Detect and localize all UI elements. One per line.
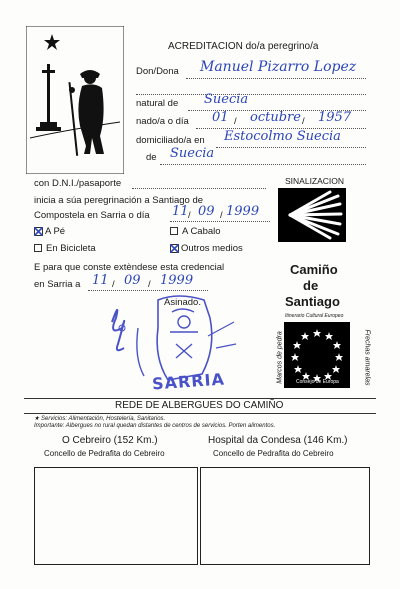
option-horse[interactable] (170, 226, 221, 237)
don-dona-line (186, 78, 366, 79)
dni-label: con D.N.I./pasaporte (34, 178, 122, 189)
start-date-line (170, 221, 270, 222)
birth-label: nado/a o día (136, 116, 189, 127)
date-sep: / (302, 116, 305, 127)
body-line-1: inicia a súa peregrinación a Santiago de (34, 195, 204, 206)
marcos-text: Marcos de pedra (276, 331, 284, 384)
domicile-value: Estocolmo Suecia (224, 129, 341, 144)
option-horse-label: A Cabalo (182, 226, 221, 237)
body-line-3: E para que conste extèndese esta credencial (34, 262, 225, 273)
services-text: ★ Servicios: Alimentación, Hostelería, Sanitarios. (34, 416, 166, 422)
signage-title: SINALIZACION (285, 176, 345, 186)
checkbox-icon (170, 227, 178, 235)
stamp-text: SARRIA (151, 369, 226, 394)
body-line-2: Compostela en Sarria o día (34, 210, 150, 221)
blank-line (136, 94, 366, 95)
consejo-text: Consejo de Europa (296, 379, 339, 385)
don-dona-value: Manuel Pizarro Lopez (200, 59, 357, 75)
option-bike[interactable] (34, 243, 96, 254)
camino-line-2: de (303, 278, 319, 293)
domicile-label: domiciliado/a en (136, 135, 205, 146)
checked-box-icon (34, 227, 42, 235)
birth-day: 01 (212, 110, 229, 125)
date-sep: / (220, 210, 223, 221)
birth-year: 1957 (318, 110, 352, 125)
ministerio-text: Itinerario Cultural Europeo (285, 313, 344, 319)
date-sep: / (148, 279, 151, 290)
option-bike-label: En Bicicleta (46, 243, 96, 254)
date-sep: / (188, 210, 191, 221)
important-text: Importante: Albergues no rural quedan distantes de centros de servicios. Porten alimentos. (34, 423, 276, 429)
natural-label: natural de (136, 98, 179, 109)
footer-title: REDE DE ALBERGUES DO CAMIÑO (115, 400, 284, 411)
de-label: de (146, 152, 157, 163)
domicile-line (216, 147, 366, 148)
hostel-right-name: Hospital da Condesa (146 Km.) (208, 435, 348, 446)
camino-line-1: Camiño (290, 262, 338, 277)
option-other[interactable] (170, 243, 243, 254)
de-value: Suecia (170, 146, 215, 161)
checked-box-icon (170, 244, 178, 252)
signed-label: Asinado. (164, 297, 201, 308)
hostel-left-name: O Cebreiro (152 Km.) (62, 435, 158, 446)
natural-value: Suecia (204, 92, 249, 107)
start-month: 09 (198, 204, 215, 219)
hostel-left-sub: Concello de Pedrafita do Cebreiro (44, 449, 165, 458)
start-day: 11 (172, 204, 189, 219)
issue-year: 1999 (160, 273, 194, 288)
option-other-label: Outros medios (181, 243, 243, 254)
dni-line (132, 188, 266, 189)
start-year: 1999 (226, 204, 260, 219)
date-sep: / (234, 116, 237, 127)
camino-line-3: Santiago (285, 294, 340, 309)
stamp-box-right (200, 467, 370, 565)
birth-month: octubre (250, 110, 301, 125)
stamp-box-left (34, 467, 198, 565)
hostel-right-sub: Concello de Pedrafita do Cebreiro (213, 449, 334, 458)
credential-title: ACREDITACION do/a peregrino/a (168, 41, 319, 52)
option-foot-label: A Pé (45, 226, 66, 237)
issue-month: 09 (124, 273, 141, 288)
divider (24, 413, 376, 414)
body-line-4: en Sarria a (34, 279, 81, 290)
don-dona-label: Don/Dona (136, 66, 179, 77)
issue-day: 11 (92, 273, 109, 288)
de-line (160, 164, 366, 165)
scallop-shell-icon (278, 188, 346, 242)
divider (24, 398, 376, 399)
checkbox-icon (34, 244, 42, 252)
option-foot[interactable] (34, 226, 65, 237)
pilgrim-illustration (26, 26, 124, 174)
frechas-text: Frechas amarelas (363, 329, 371, 386)
date-sep: / (112, 279, 115, 290)
